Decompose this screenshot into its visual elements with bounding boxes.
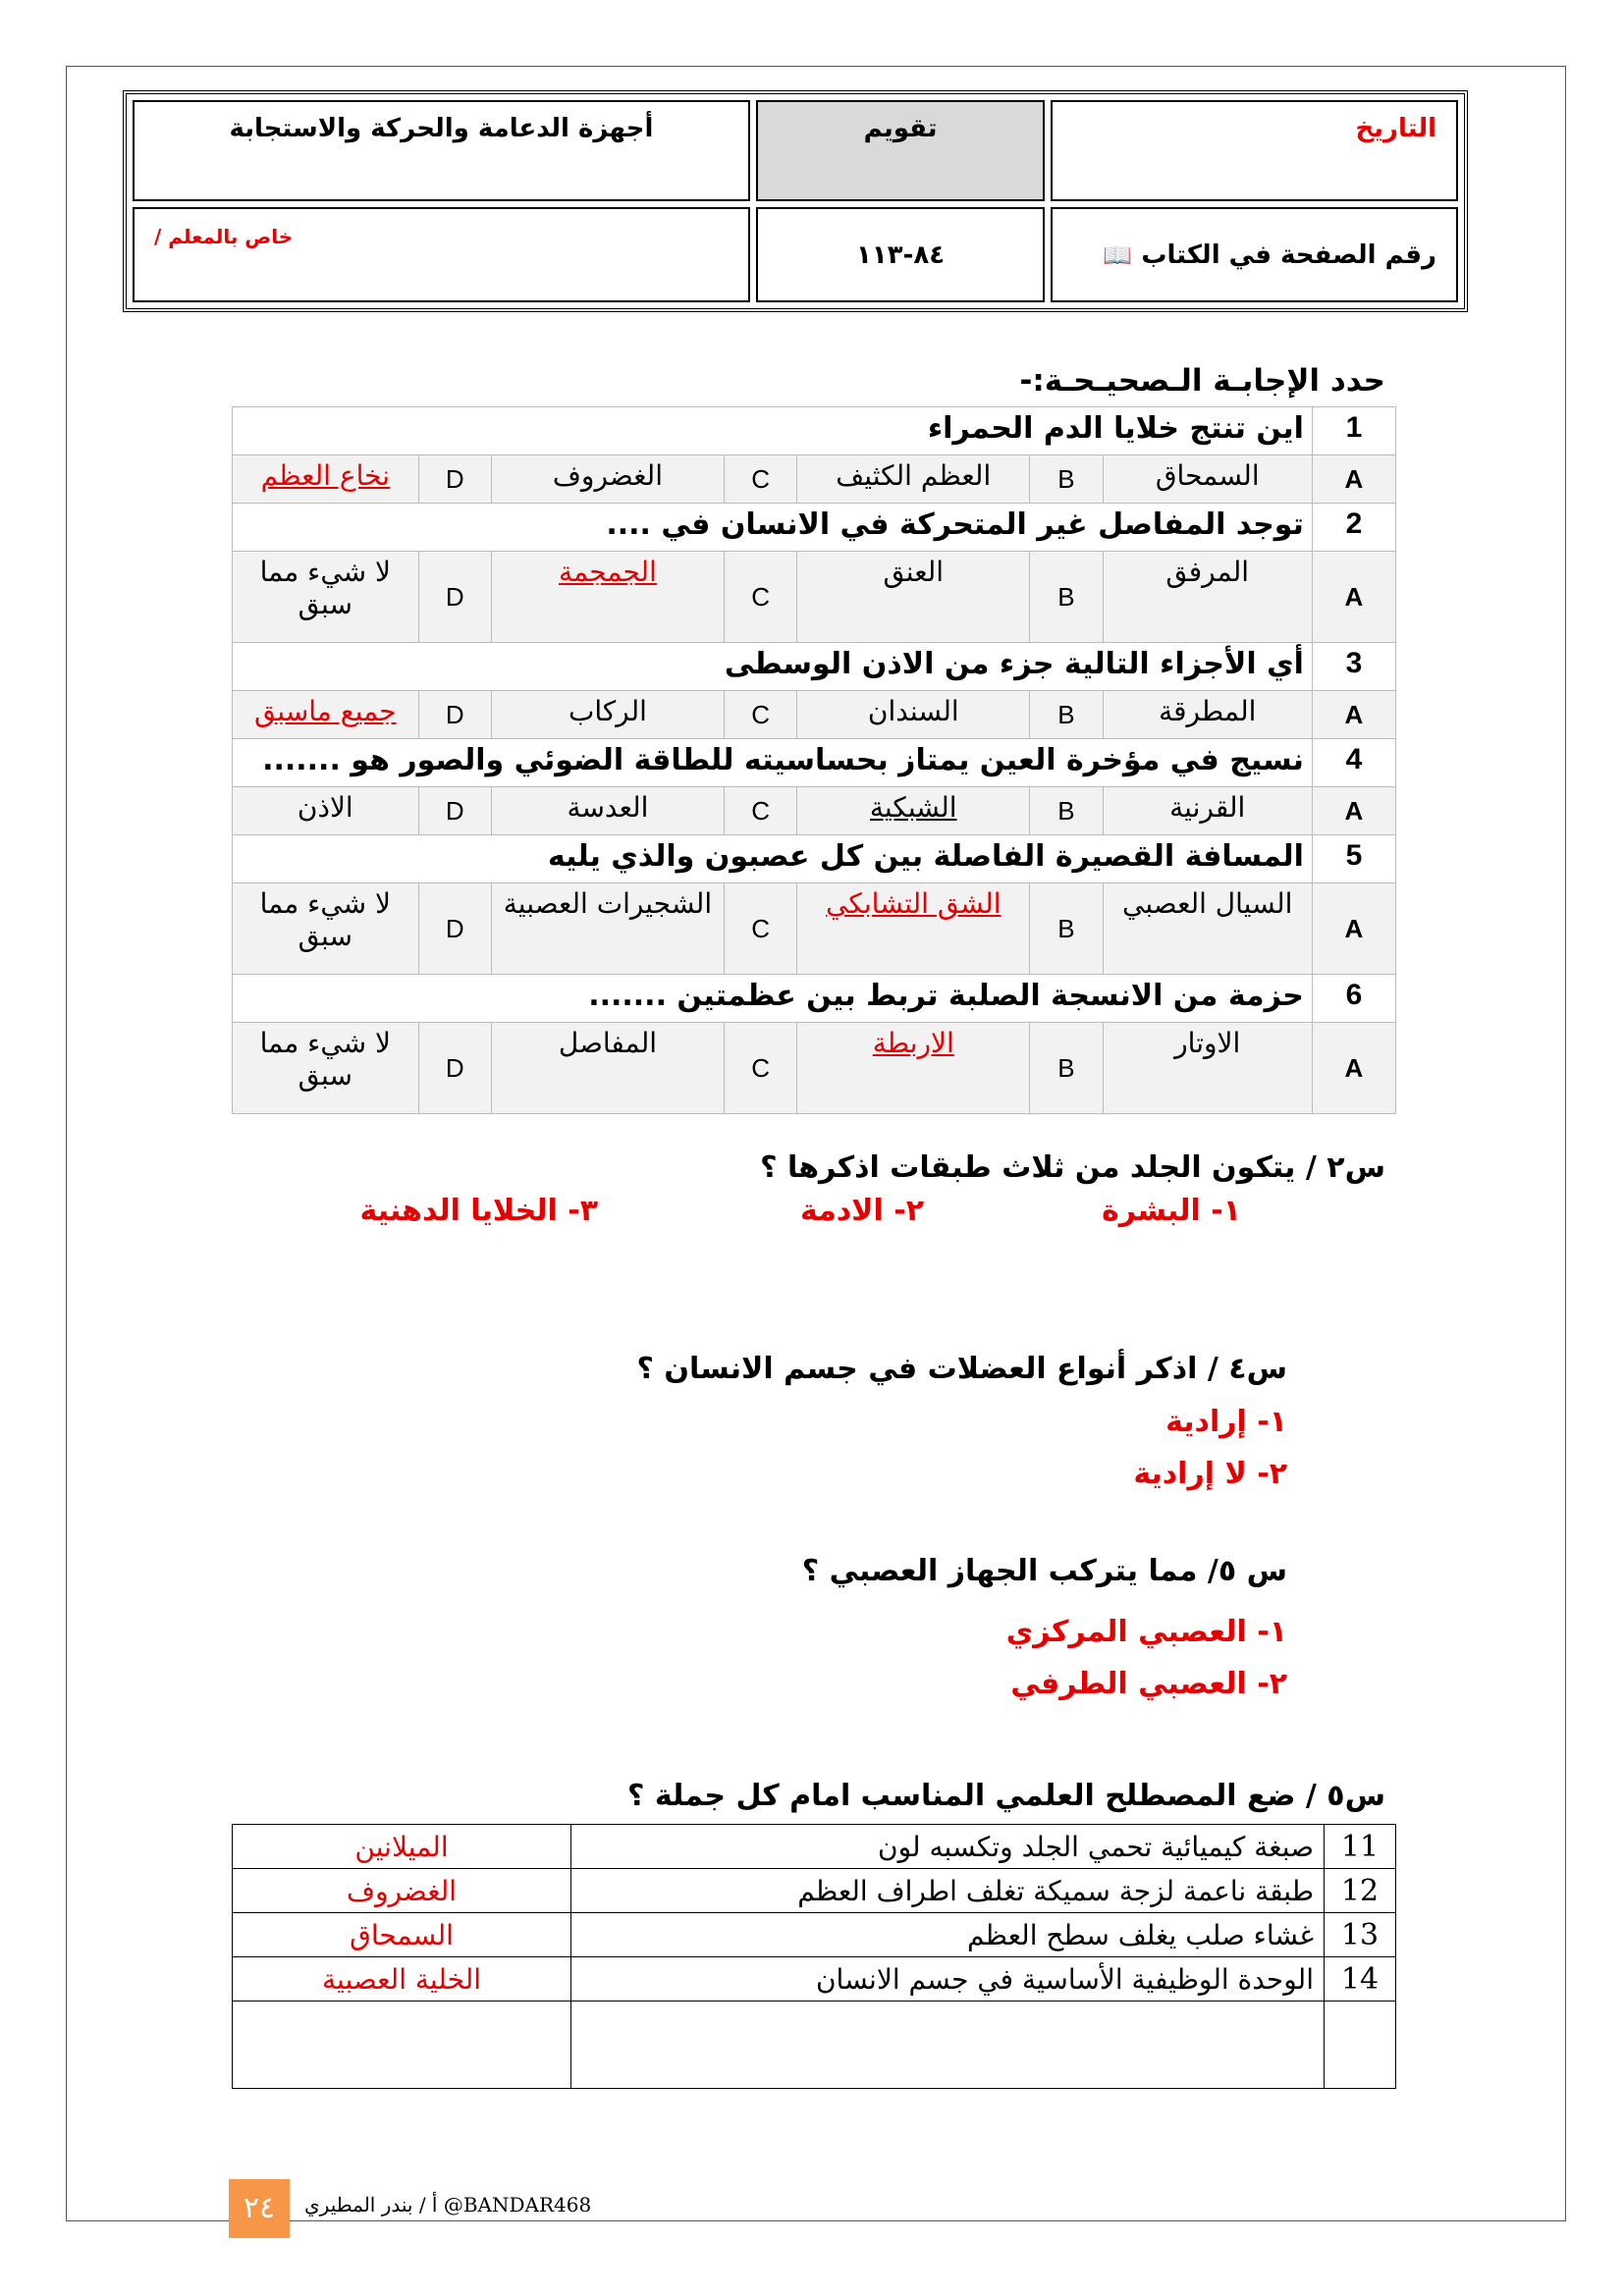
teacher-note: خاص بالمعلم / — [154, 225, 294, 248]
question-text: أي الأجزاء التالية جزء من الاذن الوسطى — [233, 643, 1313, 691]
question-text: نسيج في مؤخرة العين يمتاز بحساسيته للطاقة الضوئي والصور هو ....... — [233, 739, 1313, 787]
mcq-question-row — [233, 504, 1396, 552]
mcq-question-row — [233, 407, 1396, 455]
mcq-title: حدد الإجابـة الـصحيـحـة:- — [1019, 363, 1385, 399]
table-row — [233, 1869, 1396, 1913]
option-letter-a: A — [1312, 455, 1395, 504]
question-text: اين تنتج خلايا الدم الحمراء — [233, 407, 1313, 455]
option-letter-b: B — [1030, 691, 1103, 739]
teacher-note-cell — [133, 207, 750, 302]
term-answer: الخلية العصبية — [233, 1957, 571, 2002]
option-letter-d: D — [418, 455, 491, 504]
option-letter-d: D — [418, 552, 491, 643]
question-number: 1 — [1312, 407, 1395, 455]
option-b[interactable]: العظم الكثيف — [797, 455, 1030, 504]
option-a[interactable]: الاوتار — [1103, 1023, 1312, 1114]
term-answer: الميلانين — [233, 1825, 571, 1869]
book-icon: 📖 — [1103, 240, 1133, 269]
mcq-options-row — [233, 691, 1396, 739]
question-text: حزمة من الانسجة الصلبة تربط بين عظمتين ....... — [233, 975, 1313, 1023]
option-letter-d: D — [418, 691, 491, 739]
option-letter-c: C — [724, 552, 796, 643]
question-number: 5 — [1312, 835, 1395, 883]
option-letter-b: B — [1030, 552, 1103, 643]
option-d[interactable]: الاذن — [233, 787, 419, 835]
term-question: غشاء صلب يغلف سطح العظم — [571, 1913, 1325, 1957]
option-c[interactable]: الغضروف — [491, 455, 724, 504]
option-b[interactable]: الشق التشابكي — [797, 883, 1030, 975]
option-d[interactable]: نخاع العظم — [233, 455, 419, 504]
option-a[interactable]: المرفق — [1103, 552, 1312, 643]
date-label: التاريخ — [1051, 100, 1458, 201]
option-letter-c: C — [724, 1023, 796, 1114]
mcq-question-row — [233, 643, 1396, 691]
mcq-table — [232, 406, 1396, 1114]
option-letter-c: C — [724, 787, 796, 835]
option-a[interactable]: المطرقة — [1103, 691, 1312, 739]
option-letter-c: C — [724, 883, 796, 975]
option-letter-b: B — [1030, 883, 1103, 975]
option-letter-a: A — [1312, 1023, 1395, 1114]
term-question: صبغة كيميائية تحمي الجلد وتكسبه لون — [571, 1825, 1325, 1869]
question-number: 6 — [1312, 975, 1395, 1023]
term-question: طبقة ناعمة لزجة سميكة تغلف اطراف العظم — [571, 1869, 1325, 1913]
mcq-options-row — [233, 1023, 1396, 1114]
option-letter-d: D — [418, 1023, 491, 1114]
term-answer: السمحاق — [233, 1913, 571, 1957]
option-d[interactable]: لا شيء مما سبق — [233, 1023, 419, 1114]
option-d[interactable]: جميع ماسبق — [233, 691, 419, 739]
option-d[interactable]: لا شيء مما سبق — [233, 552, 419, 643]
term-num: 14 — [1325, 1957, 1396, 2002]
option-c[interactable]: الجمجمة — [491, 552, 724, 643]
mcq-options-row — [233, 552, 1396, 643]
q5-text: س ٥/ مما يتركب الجهاز العصبي ؟ — [801, 1554, 1287, 1588]
question-text: المسافة القصيرة الفاصلة بين كل عصبون والذي يليه — [233, 835, 1313, 883]
term-num: 12 — [1325, 1869, 1396, 1913]
question-number: 3 — [1312, 643, 1395, 691]
option-letter-a: A — [1312, 787, 1395, 835]
table-row — [233, 1825, 1396, 1869]
option-b[interactable]: السندان — [797, 691, 1030, 739]
mcq-question-row — [233, 975, 1396, 1023]
option-c[interactable]: الركاب — [491, 691, 724, 739]
option-b[interactable]: الاربطة — [797, 1023, 1030, 1114]
option-letter-b: B — [1030, 787, 1103, 835]
option-letter-c: C — [724, 455, 796, 504]
q2-answer-2: ٢- الادمة — [800, 1194, 924, 1228]
option-letter-a: A — [1312, 883, 1395, 975]
option-a[interactable]: السيال العصبي — [1103, 883, 1312, 975]
q4-answer-2: ٢- لا إرادية — [1133, 1457, 1287, 1491]
option-letter-c: C — [724, 691, 796, 739]
option-d[interactable]: لا شيء مما سبق — [233, 883, 419, 975]
option-letter-d: D — [418, 787, 491, 835]
option-c[interactable]: المفاصل — [491, 1023, 724, 1114]
q6-text: س٥ / ضع المصطلح العلمي المناسب امام كل جملة ؟ — [627, 1779, 1385, 1813]
option-c[interactable]: الشجيرات العصبية — [491, 883, 724, 975]
mcq-options-row — [233, 455, 1396, 504]
mcq-question-row — [233, 739, 1396, 787]
q4-text: س٤ / اذكر أنواع العضلات في جسم الانسان ؟ — [636, 1352, 1287, 1386]
option-letter-b: B — [1030, 1023, 1103, 1114]
page-ref-label: رقم الصفحة في الكتاب 📖 — [1051, 207, 1458, 302]
question-text: توجد المفاصل غير المتحركة في الانسان في .... — [233, 504, 1313, 552]
page-range: ٨٤-١١٣ — [756, 207, 1045, 302]
terms-table — [232, 1824, 1396, 2089]
q5-answer-2: ٢- العصبي الطرفي — [1010, 1667, 1287, 1701]
page-number: ٢٤ — [229, 2179, 290, 2238]
option-b[interactable]: العنق — [797, 552, 1030, 643]
term-num: 11 — [1325, 1825, 1396, 1869]
option-a[interactable]: القرنية — [1103, 787, 1312, 835]
option-letter-a: A — [1312, 552, 1395, 643]
option-c[interactable]: العدسة — [491, 787, 724, 835]
question-number: 2 — [1312, 504, 1395, 552]
mcq-options-row — [233, 883, 1396, 975]
option-letter-d: D — [418, 883, 491, 975]
q2-answer-3: ٣- الخلايا الدهنية — [359, 1194, 598, 1228]
question-number: 4 — [1312, 739, 1395, 787]
q2-text: س٢ / يتكون الجلد من ثلاث طبقات اذكرها ؟ — [760, 1150, 1385, 1185]
table-row — [233, 1913, 1396, 1957]
option-b[interactable]: الشبكية — [797, 787, 1030, 835]
mcq-options-row — [233, 787, 1396, 835]
table-row — [233, 1957, 1396, 2002]
option-a[interactable]: السمحاق — [1103, 455, 1312, 504]
q4-answer-1: ١- إرادية — [1165, 1405, 1287, 1439]
q5-answer-1: ١- العصبي المركزي — [1005, 1615, 1287, 1649]
term-question: الوحدة الوظيفية الأساسية في جسم الانسان — [571, 1957, 1325, 2002]
section-label: تقويم — [756, 100, 1045, 201]
term-num: 13 — [1325, 1913, 1396, 1957]
q2-answer-1: ١- البشرة — [1102, 1194, 1241, 1228]
term-answer: الغضروف — [233, 1869, 571, 1913]
footer-author: أ / بندر المطيري @BANDAR468 — [304, 2193, 592, 2216]
mcq-question-row — [233, 835, 1396, 883]
unit-title: أجهزة الدعامة والحركة والاستجابة — [133, 100, 750, 201]
option-letter-a: A — [1312, 691, 1395, 739]
option-letter-b: B — [1030, 455, 1103, 504]
header-table — [123, 90, 1468, 312]
table-row-empty — [233, 2002, 1396, 2089]
